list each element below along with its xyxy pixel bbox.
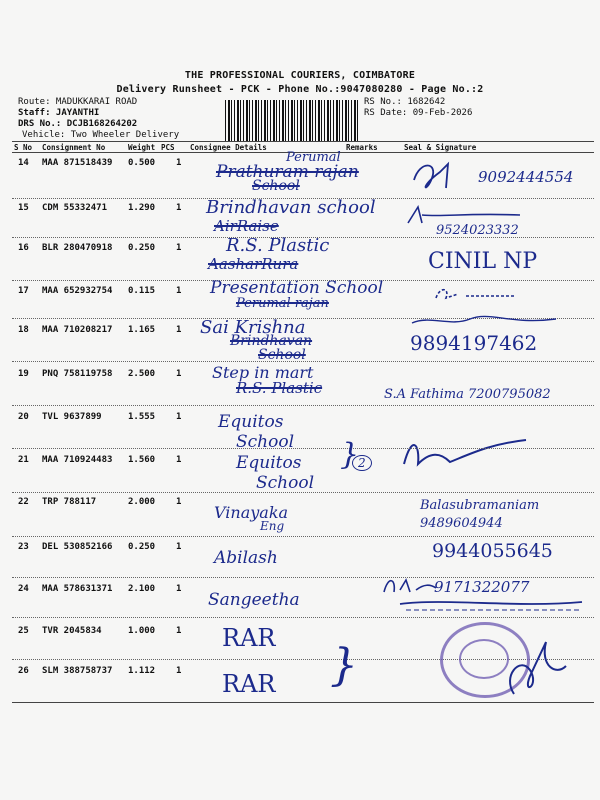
row-weight: 0.500 — [128, 158, 156, 168]
handwritten-consignee-line2: School — [256, 473, 315, 493]
runsheet-subtitle: Delivery Runsheet - PCK - Phone No.:9047080280 - Page No.:2 — [116, 84, 484, 95]
signature-mark — [410, 313, 560, 329]
row-pcs: 1 — [176, 158, 182, 168]
row-sno: 25 — [18, 626, 29, 636]
handwritten-consignee: Prathuram rajan — [216, 162, 359, 182]
handwritten-consignee-line2: School — [252, 178, 300, 194]
row-consignment: SLM 388758737 — [42, 666, 113, 676]
handwritten-consignee: Equitos — [218, 412, 284, 432]
row-pcs: 1 — [176, 626, 182, 636]
row-divider — [12, 448, 594, 449]
handwritten-consignee: Vinayaka — [214, 503, 289, 522]
col-weight: Weight — [128, 143, 156, 152]
brace-mark: } — [330, 640, 358, 691]
row-pcs: 1 — [176, 203, 182, 213]
handwritten-consignee: Step in mart — [212, 363, 314, 382]
crossed-out-number — [396, 594, 586, 614]
row-weight: 1.560 — [128, 455, 156, 465]
handwritten-consignee: RAR — [222, 624, 276, 652]
handwritten-consignee-note: Perumal — [286, 150, 341, 165]
row-consignment: TVL 9637899 — [42, 412, 102, 422]
row-sno: 23 — [18, 542, 29, 552]
row-consignment: CDM 55332471 — [42, 203, 108, 213]
row-pcs: 1 — [176, 542, 182, 552]
row-pcs: 1 — [176, 497, 182, 507]
row-sno: 20 — [18, 412, 29, 422]
row-weight: 1.000 — [128, 626, 156, 636]
vehicle-label: Vehicle: Two Wheeler Delivery — [22, 130, 180, 140]
row-consignment: MAA 710924483 — [42, 455, 113, 465]
row-sno: 24 — [18, 584, 29, 594]
row-sno: 21 — [18, 455, 29, 465]
handwritten-phone: 9171322077 — [434, 578, 530, 596]
handwritten-receiver: Balasubramaniam 9489604944 — [420, 498, 540, 531]
staff-label: Staff: JAYANTHI — [18, 108, 100, 118]
row-sno: 16 — [18, 243, 29, 253]
row-divider — [12, 492, 594, 493]
handwritten-consignee-line2: Eng — [260, 519, 285, 533]
col-details: Consignee Details — [190, 143, 267, 152]
row-pcs: 1 — [176, 455, 182, 465]
row-sno: 19 — [18, 369, 29, 379]
handwritten-consignee: Sai Krishna — [200, 317, 306, 338]
row-consignment: BLR 280470918 — [42, 243, 113, 253]
col-seal: Seal & Signature — [404, 143, 477, 152]
table-bottom-rule — [12, 702, 594, 703]
row-weight: 1.165 — [128, 325, 156, 335]
row-consignment: TRP 788117 — [42, 497, 97, 507]
handwritten-consignee: Abilash — [214, 548, 278, 568]
row-sno: 22 — [18, 497, 29, 507]
row-pcs: 1 — [176, 325, 182, 335]
handwritten-consignee: R.S. Plastic — [226, 235, 330, 256]
rs-number: RS No.: 1682642 — [364, 97, 446, 107]
row-pcs: 1 — [176, 666, 182, 676]
row-sno: 15 — [18, 203, 29, 213]
row-divider — [12, 405, 594, 406]
handwritten-consignee-line3: School — [258, 347, 306, 363]
handwritten-phone: 9894197462 — [410, 331, 538, 355]
row-weight: 2.100 — [128, 584, 156, 594]
row-weight: 0.250 — [128, 243, 156, 253]
row-weight: 1.555 — [128, 412, 156, 422]
handwritten-consignee-line2: Perumal rajan — [236, 296, 329, 311]
row-pcs: 1 — [176, 412, 182, 422]
col-remarks: Remarks — [346, 143, 378, 152]
row-weight: 0.250 — [128, 542, 156, 552]
company-title: THE PROFESSIONAL COURIERS, COIMBATORE — [184, 70, 416, 81]
handwritten-signature-text: S.A Fathima 7200795082 — [384, 387, 551, 402]
row-consignment: MAA 871518439 — [42, 158, 113, 168]
row-consignment: MAA 652932754 — [42, 286, 113, 296]
row-pcs: 1 — [176, 286, 182, 296]
signature-mark — [404, 205, 524, 227]
brace-mark: } — [340, 437, 360, 472]
row-pcs: 1 — [176, 369, 182, 379]
row-weight: 2.500 — [128, 369, 156, 379]
row-pcs: 1 — [176, 243, 182, 253]
row-pcs: 1 — [176, 584, 182, 594]
handwritten-consignee: Sangeetha — [208, 590, 300, 610]
handwritten-consignee-line2: AasharRura — [208, 255, 299, 273]
drs-number: DRS No.: DCJB168264202 — [18, 119, 138, 129]
signature-mark — [400, 434, 530, 474]
handwritten-phone: 9092444554 — [478, 168, 574, 186]
handwritten-consignee-line2: School — [236, 432, 295, 452]
row-divider — [12, 361, 594, 362]
handwritten-phone: 9524023332 — [436, 223, 519, 238]
row-consignment: MAA 710208217 — [42, 325, 113, 335]
handwritten-consignee: Presentation School — [210, 278, 384, 298]
handwritten-consignee-line2: AirRaise — [214, 217, 279, 235]
row-weight: 2.000 — [128, 497, 156, 507]
col-sno: S No — [14, 143, 33, 152]
barcode — [225, 100, 360, 142]
row-sno: 17 — [18, 286, 29, 296]
col-pcs: PCS — [161, 143, 175, 152]
row-weight: 1.290 — [128, 203, 156, 213]
handwritten-phone: 9944055645 — [432, 540, 553, 562]
route-label: Route: MADUKKARAI ROAD — [18, 97, 138, 107]
signature-mark — [410, 158, 472, 192]
signature-mark — [430, 284, 520, 306]
row-consignment: DEL 530852166 — [42, 542, 113, 552]
row-divider — [12, 536, 594, 537]
handwritten-consignee: Brindhavan school — [206, 197, 376, 218]
row-sno: 26 — [18, 666, 29, 676]
row-consignment: PNQ 758119758 — [42, 369, 113, 379]
row-sno: 18 — [18, 325, 29, 335]
handwritten-signature-text: CINIL NP — [428, 249, 538, 274]
col-consignment: Consignment No — [42, 143, 106, 152]
row-consignment: TVR 2045834 — [42, 626, 102, 636]
circled-count: 2 — [352, 455, 372, 471]
handwritten-consignee-line2: R.S. Plastic — [236, 379, 323, 397]
header-rule — [12, 141, 594, 142]
handwritten-consignee: Equitos — [236, 453, 302, 473]
signature-mark — [500, 636, 570, 700]
row-weight: 1.112 — [128, 666, 156, 676]
row-divider — [12, 617, 594, 618]
row-sno: 14 — [18, 158, 29, 168]
row-consignment: MAA 578631371 — [42, 584, 113, 594]
rs-date: RS Date: 09-Feb-2026 — [364, 108, 473, 118]
row-weight: 0.115 — [128, 286, 156, 296]
handwritten-consignee: RAR — [222, 670, 276, 698]
handwritten-consignee-line2: Brindhavan — [230, 333, 313, 349]
